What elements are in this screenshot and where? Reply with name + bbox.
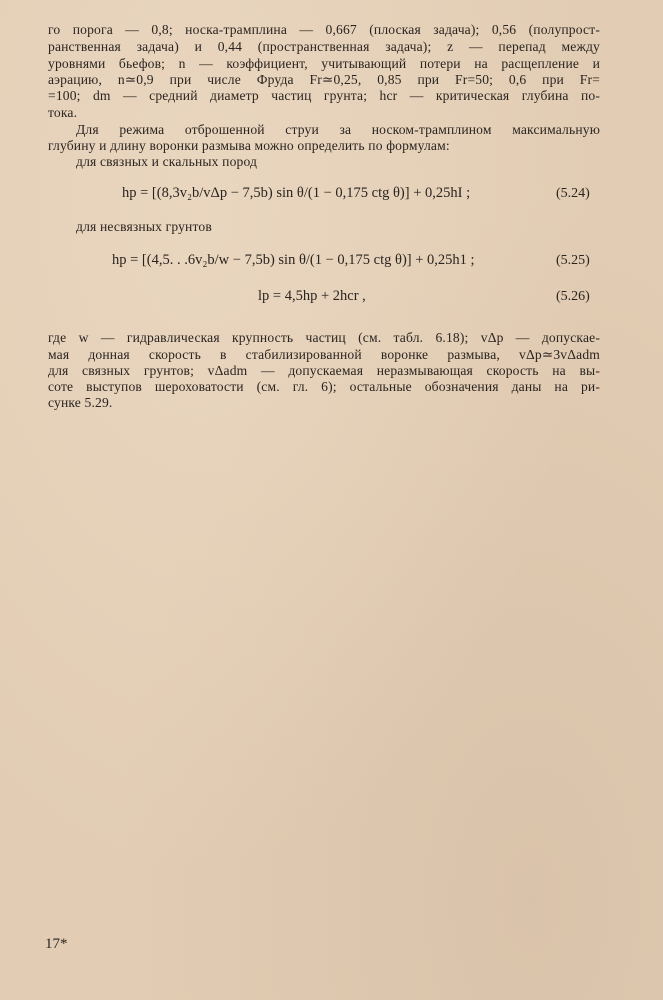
text-line: =100; dm — средний диаметр частиц грунта; hcr — критическая глубина по-: [48, 88, 600, 103]
text-line: ранственная задача) и 0,44 (пространственная задача); z — перепад между: [48, 39, 600, 54]
text-line: тока.: [48, 105, 78, 120]
page-number: 17*: [45, 936, 68, 952]
text-line: для связных грунтов; vΔadm — допускаемая неразмывающая скорость на вы-: [48, 363, 600, 378]
formula-5-24: hp = [(8,3v₂b/vΔp − 7,5b) sin θ/(1 − 0,175 ctg θ)] + 0,25hI ;: [122, 185, 471, 201]
text-line: Для режима отброшенной струи за носком-трамплином максимальную: [76, 122, 600, 137]
formula-5-25: hp = [(4,5. . .6v₂b/w − 7,5b) sin θ/(1 − 0,175 ctg θ)] + 0,25h1 ;: [112, 252, 475, 268]
equation-number: (5.26): [556, 289, 590, 304]
text-line: сунке 5.29.: [48, 395, 113, 410]
equation-number: (5.24): [556, 186, 590, 201]
text-line: го порога — 0,8; носка-трамплина — 0,667 (плоская задача); 0,56 (полупрост-: [48, 22, 600, 37]
text-line: соте выступов шероховатости (см. гл. 6); остальные обозначения даны на ри-: [48, 379, 600, 394]
text-line: глубину и длину воронки размыва можно определить по формулам:: [48, 138, 450, 153]
equation-number: (5.25): [556, 253, 590, 268]
text-line: аэрацию, n≃0,9 при числе Фруда Fr≃0,25, 0,85 при Fr=50; 0,6 при Fr=: [48, 72, 600, 87]
text-line: уровнями бьефов; n — коэффициент, учитывающий потери на расщепление и: [48, 56, 600, 71]
text-line: где w — гидравлическая крупность частиц (см. табл. 6.18); vΔp — допускае-: [48, 330, 600, 345]
text-line: мая донная скорость в стабилизированной воронке размыва, vΔp≃3vΔadm: [48, 347, 600, 362]
formula-label: для связных и скальных пород: [76, 154, 258, 169]
formula-5-26: lp = 4,5hp + 2hcr ,: [258, 288, 366, 304]
formula-label: для несвязных грунтов: [76, 219, 212, 234]
